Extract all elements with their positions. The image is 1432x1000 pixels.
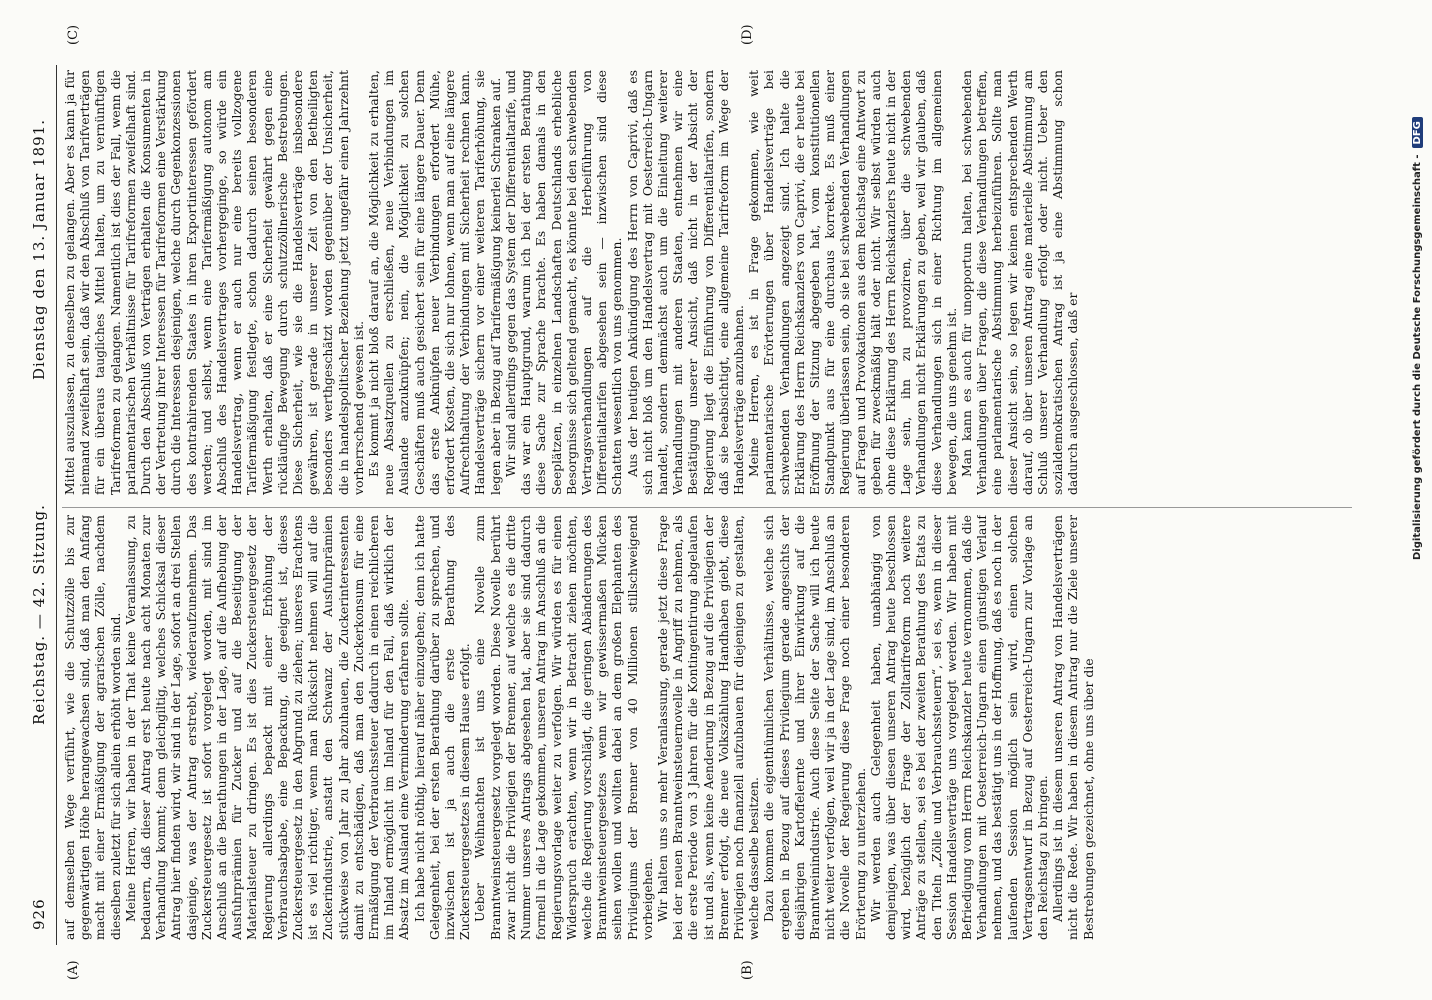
paragraph: Aus der heutigen Ankündigung des Herrn von Caprivi, daß es sich nicht bloß um den Handelsvertrag mit Oesterreich-Ungarn handelt, sondern demnächst auch um die Einleitung weiterer Verhandlungen mit anderen Staaten, entnehmen wir eine Bestätigung unserer Ansicht, daß nicht in der Absicht der Regierung liegt die Einführung von Differentialtarifen, sondern daß sie beabsichtigt, eine allgemeine Tarifreform im Wege der Handelsverträge anzubahnen. <box>624 70 746 495</box>
credit-text: Digitalisierung gefördert durch die Deutsche Forschungsgemeinschaft - <box>1412 154 1423 560</box>
paragraph: auf demselben Wege verführt, wie die Schutzzölle bis zur gegenwärtigen Höhe herangewachsen sind, daß man den Anfang macht mit einer Ermäßigung der agrarischen Zölle, nachdem dieselben zuletzt für sich allein erhöht worden sind. <box>62 515 123 940</box>
paragraph: Man kann es auch für unopportun halten, bei schwebenden Verhandlungen über Fragen, die diese Verhandlungen betreffen, eine parlamentarische Abstimmung herbeizuführen. Sollte man dieser Ansicht sein, so legen wir keinen entsprechenden Werth darauf, ob über unseren Antrag eine materielle Abstimmung am Schluß unserer Verhandlung erfolgt oder nicht. Ueber den sozialdemokratischen Antrag ist ja eine Abstimmung schon dadurch ausgeschlossen, daß er <box>958 70 1081 495</box>
paragraph: Dazu kommen die eigenthümlichen Verhältnisse, welche sich ergeben in Bezug auf dieses Privilegium gerade angesichts der diesjährigen Kartoffelernte und ihrer Einwirkung auf die Branntweinindustrie. Auch diese Seite der Sache will ich heute nicht weiter verfolgen, weil wir ja in der Lage sind, im Anschluß an die Novelle der Regierung diese Frage noch einer besonderen Erörterung zu unterziehen. <box>761 515 868 940</box>
paragraph: Ueber Weihnachten ist uns eine Novelle zum Branntweinsteuergesetz vorgelegt worden. Diese Novelle berührt zwar nicht die Privilegien der Brenner, auf welche es die dritte Nummer unseres Antrags abgesehen hat, aber sie sind dadurch formell in die Lage gekommen, unseren Antrag im Anschluß an die Regierungsvorlage weiter zu verfolgen. Wir würden es für einen Widerspruch erachten, wenn wir in Betracht ziehen möchten, welche die Regierung vorschlägt, die geringen Abänderungen des Branntweinsteuergesetzes wenn wir gewissermaßen Mücken seihen wollen und wollten dabei an dem großen Elephanten des Privilegiums der Brenner von 40 Millionen stillschweigend vorbeigehen. <box>472 515 655 940</box>
right-running-title: Dienstag den 13. Januar 1891. <box>30 118 48 380</box>
paragraph: Meine Herren, es ist in Frage gekommen, wie weit parlamentarische Erörterungen über Handelsverträge bei schwebenden Verhandlungen angezeigt sind. Ich halte die Erklärung des Herrn Reichskanzlers von Caprivi, die er heute bei Eröffnung der Sitzung abgegeben hat, vom konstitutionellen Standpunkt aus für eine durchaus korrekte. Es muß einer Regierung überlassen sein, ob sie bei schwebenden Verhandlungen auf Fragen und Provokationen aus dem Reichstag eine Antwort zu geben für zweckmäßig hält oder nicht. Wir selbst würden auch ohne diese Erklärung des Herrn Reichskanzlers heute nicht in der Lage sein, ihn zu provoziren, über die schwebenden Verhandlungen nicht Erklärungen zu geben, weil wir glauben, daß diese Verhandlungen sich in einer Richtung im allgemeinen bewegen, die uns genehm ist. <box>746 70 959 495</box>
column-divider <box>62 507 1352 508</box>
margin-mark-c: (C) <box>66 24 81 45</box>
paragraph: Es kommt ja nicht bloß darauf an, die Möglichkeit zu erhalten, neue Absatzquellen zu erschließen, neue Verbindungen im Auslande anzuknüpfen; nein, die Möglichkeit zu solchen Geschäften muß auch gesichert sein für eine längere Dauer. Denn das erste Anknüpfen neuer Verbindungen erfordert Mühe, erfordert Kosten, die sich nur lohnen, wenn man auf eine längere Aufrechthaltung der Verbindungen mit Sicherheit rechnen kann. Handelsverträge sichern vor einer weiteren Tariferhöhung, sie legen aber in Bezug auf Tarifermäßigung keinerlei Schranken auf. <box>366 70 503 495</box>
paragraph: Ich habe nicht nöthig, hierauf näher einzugehen; denn ich hatte Gelegenheit, bei der ersten Berathung darüber zu sprechen, und inzwischen ist ja auch die erste Berathung des Zuckersteuergesetzes in diesem Hause erfolgt. <box>411 515 473 940</box>
paragraph: Wir werden auch Gelegenheit haben, unabhängig von demjenigen, was über diesen unseren Antrag heute beschlossen wird, bezüglich der Frage der Zolltarifreform noch weitere Anträge zu stellen, sei es bei der zweiten Berathung des Etats zu den Titeln „Zölle und Verbrauchssteuern“, sei es, wenn in dieser Session Handelsverträge uns vorgelegt werden. Wir haben mit Befriedigung vom Herrn Reichskanzler heute vernommen, daß die Verhandlungen mit Oesterreich-Ungarn einen günstigen Verlauf nehmen, und das bestätigt uns in der Hoffnung, daß es noch in der laufenden Session möglich sein wird, einen solchen Vertragsentwurf in Bezug auf Oesterreich-Ungarn zur Vorlage an den Reichstag zu bringen. <box>867 515 1050 940</box>
paragraph: Mittel auszulassen, zu denselben zu gelangen. Aber es kann ja für niemand zweifelhaft sein, daß wir den Abschluß von Tarifverträgen für ein überaus taugliches Mittel halten, um zu vernünftigen Tarifreformen zu gelangen. Namentlich ist dies der Fall, wenn die parlamentarischen Verhältnisse für Tarifreformen zweifelhaft sind. Durch den Abschluß von Verträgen erhalten die Konsumenten in der Vertretung ihrer Interessen für Tarifreformen eine Verstärkung durch die Interessen desjenigen, welche durch Gegenkonzessionen des kontrahirenden Staates in ihren Exportinteressen gefördert werden; und selbst, wenn eine Tarifermäßigung autonom am Abschluß des Handelsvertrages vorhergeginge, so würde ein Handelsvertrag, wenn er auch nur eine bereits vollzogene Tarifermäßigung festlegte, schon dadurch seinen besonderen Werth erhalten, daß er eine Sicherheit gewährt gegen eine rückläufige Bewegung durch schutzzöllnerische Bestrebungen. Diese Sicherheit, wie sie die Handelsverträge insbesondere gewähren, ist gerade in unserer Zeit von den Betheiligten besonders werthgeschätzt worden gegenüber der Unsicherheit, die in handelspolitischer Beziehung jetzt ungefähr einen Jahrzehnt vorherrschend gewesen ist. <box>62 70 366 495</box>
left-running-title: Reichstag. — 42. Sitzung. <box>30 504 48 725</box>
paragraph: Allerdings ist in diesem unseren Antrag von Handelsverträgen nicht die Rede. Wir haben in diesem Antrag nur die Ziele unserer Bestrebungen gezeichnet, ohne uns über die <box>1050 515 1096 940</box>
margin-mark-a: (A) <box>66 960 81 980</box>
paragraph: Meine Herren, wir haben in der That keine Veranlassung, zu bedauern, daß dieser Antrag erst heute nach acht Monaten zur Verhandlung kommt; denn gleichgiltig, welches Schicksal dieser Antrag hier finden wird, wir sind in der Lage, sofort an drei Stellen dasjenige, was der Antrag erstrebt, wiederaufzunehmen. Das Zuckersteuergesetz ist sofort vorgelegt worden, mit sind im Anschluß an die Berathungen in der Lage, auf die Aufhebung der Ausfuhrprämien für Zucker und auf die Beseitigung der Materialsteuer zu dringen. Es ist dies Zuckersteuergesetz der Regierung allerdings bepackt mit einer Erhöhung der Verbrauchsabgabe, eine Bepackung, die geeignet ist, dieses Zuckersteuergesetz in den Abgrund zu ziehen; unseres Erachtens ist es viel richtiger, wenn man Rücksicht nehmen will auf die Zuckerindustrie, anstatt den Schwanz der Ausfuhrprämien stückweise von Jahr zu Jahr abzuhauen, die Zuckerinteressenten damit zu entschädigen, daß man den Zuckerkonsum für eine Ermäßigung der Verbrauchssteuer dadurch in einen reichlicheren im Inland ermöglicht im Inland für den Fall, daß wirklich der Absatz im Ausland eine Verminderung erfahren sollte. <box>122 515 412 940</box>
margin-mark-b: (B) <box>740 960 755 980</box>
page-number: 926 <box>30 898 48 930</box>
page-header <box>30 25 56 980</box>
header-rule <box>56 65 57 945</box>
margin-mark-d: (D) <box>740 24 755 45</box>
paragraph: Wir halten uns so mehr Veranlassung, gerade jetzt diese Frage bei der neuen Branntweinsteuernovelle in Angriff zu nehmen, als die erste Periode von 3 Jahren für die Kontingentirung abgelaufen ist und als, wenn keine Aenderung in Bezug auf die Privilegien der Brenner erfolgt, die neue Volkszählung Handhaben giebt, diese Privilegien noch finanziell aufzubauen für diejenigen zu gestalten, welche dasselbe besitzen. <box>654 515 762 940</box>
text-column-right <box>62 70 1362 495</box>
text-column-left <box>62 515 1362 940</box>
digitization-credit <box>1412 0 1423 560</box>
dfg-logo: DFG <box>1412 117 1423 148</box>
paragraph: Wir sind allerdings gegen das System der Differentialtarife, und das war ein Hauptgrund, warum ich bei der ersten Berathung diese Sache zur Sprache brachte. Es haben damals in den Seeplätzen, in einzelnen Landschaften Deutschlands erhebliche Besorgnisse sich geltend gemacht, es könnte bei den schwebenden Vertragsverhandlungen auf die Herbeiführung von Differentialtarifen abgesehen sein — inzwischen sind diese Schatten wesentlich von uns genommen. <box>502 70 625 495</box>
